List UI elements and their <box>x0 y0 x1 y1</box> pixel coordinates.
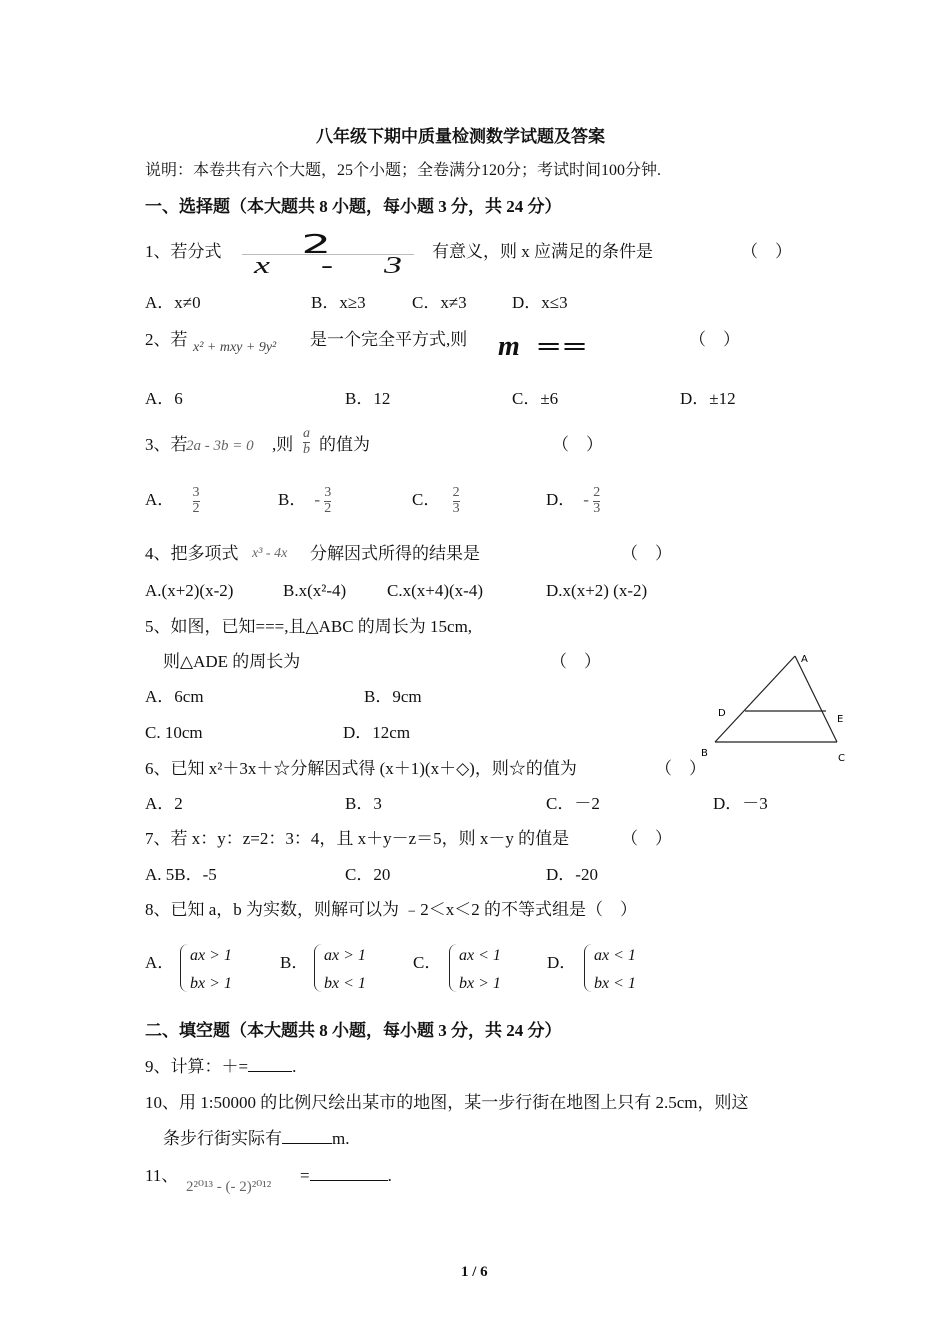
q5-answer-paren: （ ） <box>550 652 601 671</box>
q8-option-c-line1: ax < 1 <box>459 947 501 964</box>
q3-prefix: 3、若 <box>145 435 188 454</box>
q7-option-ab: A. 5B．-5 <box>145 865 217 884</box>
q3-fraction-num: a <box>303 426 310 441</box>
q3-fraction-ab <box>303 427 310 457</box>
q8-option-d-brace <box>584 944 593 992</box>
triangle-figure <box>695 648 855 768</box>
q3-fraction-den: b <box>303 441 310 457</box>
q7-text: 7、若 x：y：z=2：3：4，且 x＋y－z＝5，则 x－y 的值是 <box>145 829 570 848</box>
q10-line2-wrap <box>163 1129 349 1149</box>
q3-option-b-num: 3 <box>324 485 332 500</box>
q9-line <box>145 1057 296 1077</box>
q5-option-c: C. 10cm <box>145 723 203 742</box>
q3-answer-paren: （ ） <box>552 435 603 454</box>
q3-option-a-num: 3 <box>192 485 200 500</box>
q1-denominator: x - 3 <box>254 253 423 279</box>
q3-option-a-den: 2 <box>192 500 200 516</box>
q9-end: . <box>292 1057 297 1076</box>
q3-option-c-num: 2 <box>452 485 460 500</box>
q2-option-d: D．±12 <box>680 389 736 408</box>
q1-option-d: D．x≤3 <box>512 293 568 312</box>
q2-prefix: 2、若 <box>145 330 188 349</box>
q11-equals: = <box>300 1166 310 1185</box>
q8-option-d-label: D． <box>547 953 577 972</box>
q6-option-c: C．－2 <box>546 794 600 813</box>
q8-option-a-brace <box>180 944 189 992</box>
q3-option-a-label: A． <box>145 490 175 510</box>
q8-option-c-line2: bx > 1 <box>459 975 501 992</box>
q9-text: 9、计算：＋= <box>145 1057 249 1076</box>
q5-option-b: B．9cm <box>364 687 422 706</box>
q5-option-d: D．12cm <box>343 723 411 742</box>
q8-option-b-brace <box>314 944 323 992</box>
q3-expression: 2a - 3b = 0 <box>186 438 254 454</box>
q3-option-c <box>412 486 460 516</box>
q3-option-b-sign: - <box>314 490 321 510</box>
q6-option-a: A．2 <box>145 794 183 813</box>
q8-option-a-label: A． <box>145 953 175 972</box>
q2-expression: x² + mxy + 9y² <box>193 340 277 355</box>
q3-option-d-label: D． <box>546 490 576 510</box>
q8-option-b-label: B． <box>280 953 309 972</box>
q2-option-a: A．6 <box>145 389 183 408</box>
q7-answer-paren: （ ） <box>621 829 672 848</box>
page-number: 1 / 6 <box>461 1264 488 1280</box>
q4-option-d: D.x(x+2) (x-2) <box>546 581 648 600</box>
q6-answer-paren: （ ） <box>655 759 706 778</box>
q1-option-c: C．x≠3 <box>412 293 467 312</box>
q10-line2: 条步行街实际有 <box>163 1129 282 1148</box>
q3-fraction <box>303 427 310 457</box>
q2-suffix: 是一个完全平方式,则 <box>310 330 468 349</box>
q2-option-c: C．±6 <box>512 389 559 408</box>
q5-line1: 5、如图，已知===,且△ABC 的周长为 15cm, <box>145 617 473 636</box>
q3-option-b <box>278 486 331 516</box>
q8-text: 8、已知 a，b 为实数，则解可以为 ﹣2＜x＜2 的不等式组是（ ） <box>145 900 638 919</box>
q6-option-d: D．－3 <box>713 794 768 813</box>
q11-answer-blank[interactable] <box>310 1166 388 1181</box>
q1-option-a: A．x≠0 <box>145 293 201 312</box>
q1-prefix: 1、若分式 <box>145 242 222 261</box>
q7-option-d: D．-20 <box>546 865 598 884</box>
q8-option-b-line1: ax > 1 <box>324 947 366 964</box>
q6-text: 6、已知 x²＋3x＋☆分解因式得 (x＋1)(x＋◇)，则☆的值为 <box>145 759 577 778</box>
q3-option-a-fraction <box>193 486 200 516</box>
label-c: C <box>838 753 845 764</box>
section-heading-choice: 一、选择题（本大题共 8 小题，每小题 3 分，共 24 分） <box>145 197 562 216</box>
side-ac <box>795 656 837 742</box>
q3-option-d-den: 3 <box>593 500 601 516</box>
page-title: 八年级下期中质量检测数学试题及答案 <box>316 127 605 146</box>
q2-m-equals: m ══ <box>498 331 591 362</box>
q3-option-c-den: 3 <box>452 500 460 516</box>
q4-answer-paren: （ ） <box>621 544 672 563</box>
q10-end: m. <box>332 1129 350 1148</box>
label-d: D <box>718 708 726 719</box>
q7-option-c: C．20 <box>345 865 391 884</box>
section-heading-fill: 二、填空题（本大题共 8 小题，每小题 3 分，共 24 分） <box>145 1021 562 1040</box>
label-a: A <box>801 654 808 665</box>
q8-option-b-line2: bx < 1 <box>324 975 366 992</box>
q8-option-c-brace <box>449 944 458 992</box>
q8-option-d-line1: ax < 1 <box>594 947 636 964</box>
q8-option-c-label: C． <box>413 953 442 972</box>
q6-option-b: B．3 <box>345 794 382 813</box>
q3-option-d-sign: - <box>583 490 589 510</box>
label-e: E <box>837 714 844 725</box>
exam-note: 说明：本卷共有六个大题，25个小题；全卷满分120分；考试时间100分钟. <box>145 162 662 179</box>
q3-option-d-num: 2 <box>593 485 601 500</box>
q4-prefix: 4、把多项式 <box>145 544 239 563</box>
q8-option-a-line2: bx > 1 <box>190 975 232 992</box>
q3-suffix: 的值为 <box>319 435 370 454</box>
q4-expression: x³ - 4x <box>252 546 288 561</box>
side-ab <box>715 656 795 742</box>
q3-option-b-fraction <box>324 486 331 516</box>
q11-prefix: 11、 <box>145 1166 179 1185</box>
q10-answer-blank[interactable] <box>282 1129 332 1144</box>
q3-option-c-fraction <box>453 486 460 516</box>
q10-line1: 10、用 1:50000 的比例尺绘出某市的地图，某一步行街在地图上只有 2.5cm，则这 <box>145 1093 749 1112</box>
q3-option-c-label: C． <box>412 490 441 510</box>
q4-option-a: A.(x+2)(x-2) <box>145 581 234 600</box>
q3-option-d <box>546 486 600 516</box>
q2-option-b: B．12 <box>345 389 391 408</box>
q1-numerator: 2 <box>301 230 332 260</box>
q1-option-b: B．x≥3 <box>311 293 366 312</box>
q3-option-b-label: B． <box>278 490 307 510</box>
q1-answer-paren: （ ） <box>741 242 792 261</box>
q1-suffix: 有意义，则 x 应满足的条件是 <box>432 242 653 261</box>
q3-option-d-fraction <box>593 486 600 516</box>
q11-answer-wrap <box>300 1166 392 1186</box>
q8-option-d-line2: bx < 1 <box>594 975 636 992</box>
q3-option-b-den: 2 <box>324 500 332 516</box>
q3-option-a <box>145 486 200 516</box>
q11-expression: 2²⁰¹³ - (- 2)²⁰¹² <box>186 1179 272 1195</box>
q5-option-a: A．6cm <box>145 687 204 706</box>
q8-option-a-line1: ax > 1 <box>190 947 232 964</box>
q4-suffix: 分解因式所得的结果是 <box>310 544 480 563</box>
q5-line2: 则△ADE 的周长为 <box>163 652 301 671</box>
q4-option-c: C.x(x+4)(x-4) <box>387 581 483 600</box>
q3-mid: ,则 <box>272 435 294 454</box>
q2-answer-paren: （ ） <box>689 330 740 349</box>
q11-end: . <box>387 1166 392 1185</box>
q1-fraction <box>240 230 423 279</box>
q9-answer-blank[interactable] <box>248 1057 292 1072</box>
label-b: B <box>701 748 708 759</box>
q4-option-b: B.x(x²-4) <box>283 581 347 600</box>
